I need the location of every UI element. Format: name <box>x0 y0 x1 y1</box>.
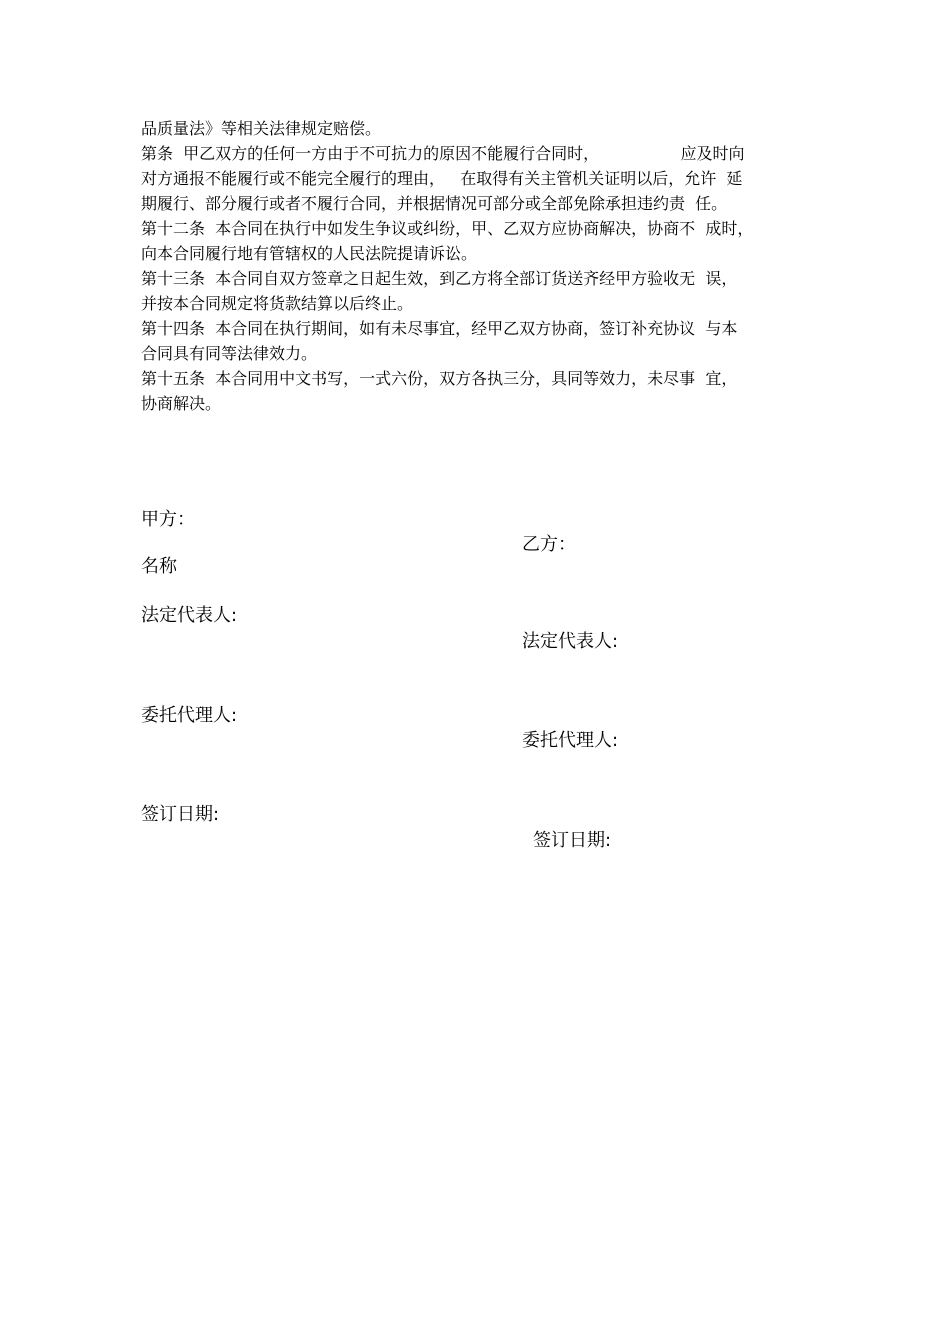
party-a-label: 甲方： <box>141 509 195 530</box>
clause-text-line: 第十三条 本合同自双方签章之日起生效，到乙方将全部订货送齐经甲方验收无 误， <box>141 269 738 288</box>
party-a-agent-label: 委托代理人: <box>141 705 238 726</box>
clause-text-line: 第十五条 本合同用中文书写，一式六份，双方各执三分，具同等效力，未尽事 宜， <box>141 369 738 388</box>
party-b-legal-rep-label: 法定代表人: <box>522 631 619 652</box>
party-b-label: 乙方： <box>522 534 576 555</box>
party-a-legal-rep-label: 法定代表人: <box>141 605 238 626</box>
clause-text-line: 向本合同履行地有管辖权的人民法院提请诉讼。 <box>141 244 478 263</box>
party-b-agent-label: 委托代理人: <box>522 730 619 751</box>
clause-text-line: 品质量法》等相关法律规定赔偿。 <box>141 119 382 138</box>
clause-text-line: 协商解决。 <box>141 394 222 413</box>
clause-text-line: 第十四条 本合同在执行期间，如有未尽事宜，经甲乙双方协商，签订补充协议 与本 <box>141 319 738 338</box>
clause-text-line: 期履行、部分履行或者不履行合同，并根据情况可部分或全部免除承担违约责 任。 <box>141 194 728 213</box>
party-a-date-label: 签订日期: <box>141 804 220 825</box>
clause-text-line: 第十二条 本合同在执行中如发生争议或纠纷，甲、乙双方应协商解决，协商不 成时， <box>141 219 754 238</box>
clause-text-line: 第条 甲乙双方的任何一方由于不可抗力的原因不能履行合同时， 应及时向 <box>141 144 745 163</box>
party-b-date-label: 签订日期: <box>533 830 612 851</box>
clause-text-line: 合同具有同等法律效力。 <box>141 344 318 363</box>
party-a-name-label: 名称 <box>141 556 177 577</box>
clause-text-line: 并按本合同规定将货款结算以后终止。 <box>141 294 414 313</box>
clause-text-line: 对方通报不能履行或不能完全履行的理由， 在取得有关主管机关证明以后，允许 延 <box>141 169 743 188</box>
